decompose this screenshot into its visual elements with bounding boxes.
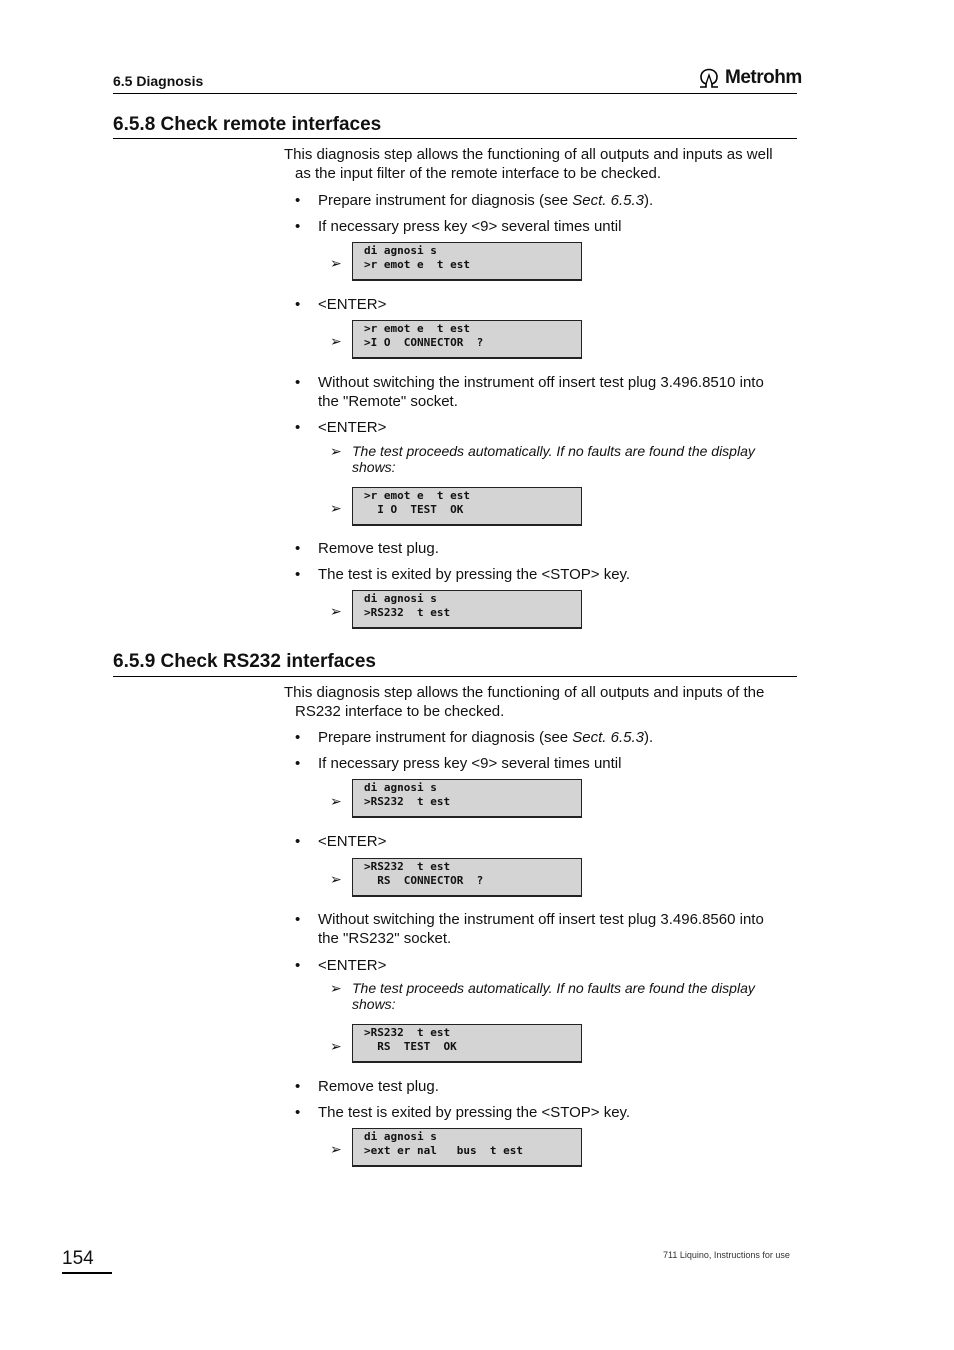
lcd-display: di agnosi s >r emot e t est [352, 242, 582, 281]
list-item-text: Prepare instrument for diagnosis (see Sect. 6.5.3). [318, 192, 654, 209]
lcd-display: >r emot e t est >I O CONNECTOR ? [352, 320, 582, 359]
section-rule [113, 676, 797, 677]
bullet-icon: • [295, 540, 301, 557]
bullet-icon: • [295, 755, 301, 772]
lcd-display: di agnosi s >ext er nal bus t est [352, 1128, 582, 1167]
arrow-icon: ➢ [330, 333, 342, 349]
arrow-icon: ➢ [330, 255, 342, 271]
intro-line-2: as the input filter of the remote interface to be checked. [295, 165, 662, 182]
page-number-rule [62, 1272, 112, 1274]
list-item-text: <ENTER> [318, 833, 387, 850]
bullet-icon: • [295, 374, 301, 391]
bullet-icon: • [295, 419, 301, 436]
list-item-text: If necessary press key <9> several times until [318, 755, 622, 772]
list-item-text: Without switching the instrument off insert test plug 3.496.8510 into the "Remote" socket. [318, 374, 764, 410]
arrow-icon: ➢ [330, 443, 342, 459]
list-item-text: The test is exited by pressing the <STOP> key. [318, 566, 631, 583]
list-item-text: Prepare instrument for diagnosis (see Sect. 6.5.3). [318, 729, 654, 746]
running-header: 6.5 Diagnosis [113, 73, 204, 89]
note-text: The test proceeds automatically. If no faults are found the display shows: [352, 980, 755, 1012]
intro-paragraph [284, 145, 796, 183]
bullet-icon: • [295, 1078, 301, 1095]
list-item-text: The test is exited by pressing the <STOP> key. [318, 1104, 631, 1121]
arrow-icon: ➢ [330, 871, 342, 887]
list-item-text: Without switching the instrument off insert test plug 3.496.8560 into the "RS232" socket. [318, 911, 764, 947]
arrow-icon: ➢ [330, 603, 342, 619]
lcd-display: di agnosi s >RS232 t est [352, 779, 582, 818]
list-item-text: Remove test plug. [318, 1078, 439, 1095]
list-item-text: <ENTER> [318, 957, 387, 974]
bullet-icon: • [295, 911, 301, 928]
list-item-text: Remove test plug. [318, 540, 439, 557]
omega-logo-icon [697, 67, 721, 89]
lcd-display: >RS232 t est RS CONNECTOR ? [352, 858, 582, 897]
footer-doc-title: 711 Liquino, Instructions for use [663, 1250, 790, 1260]
lcd-display: >r emot e t est I O TEST OK [352, 487, 582, 526]
arrow-icon: ➢ [330, 1141, 342, 1157]
note-text: The test proceeds automatically. If no faults are found the display shows: [352, 443, 755, 475]
bullet-icon: • [295, 566, 301, 583]
bullet-icon: • [295, 296, 301, 313]
arrow-icon: ➢ [330, 1038, 342, 1054]
list-item-text: <ENTER> [318, 296, 387, 313]
lcd-display: di agnosi s >RS232 t est [352, 590, 582, 629]
arrow-icon: ➢ [330, 793, 342, 809]
section-title-rs232: 6.5.9 Check RS232 interfaces [113, 651, 376, 672]
lcd-display: >RS232 t est RS TEST OK [352, 1024, 582, 1063]
bullet-icon: • [295, 1104, 301, 1121]
bullet-icon: • [295, 218, 301, 235]
bullet-icon: • [295, 192, 301, 209]
header-rule [113, 93, 797, 94]
bullet-icon: • [295, 957, 301, 974]
bullet-icon: • [295, 833, 301, 850]
arrow-icon: ➢ [330, 980, 342, 996]
metrohm-logo [697, 66, 802, 90]
list-item-text: If necessary press key <9> several times until [318, 218, 622, 235]
intro-line-1: This diagnosis step allows the functioning of all outputs and inputs of the [284, 684, 765, 701]
arrow-icon: ➢ [330, 500, 342, 516]
intro-paragraph [284, 683, 796, 721]
intro-line-1: This diagnosis step allows the functioning of all outputs and inputs as well [284, 146, 773, 163]
intro-line-2: RS232 interface to be checked. [295, 703, 505, 720]
list-item-text: <ENTER> [318, 419, 387, 436]
section-title-remote: 6.5.8 Check remote interfaces [113, 114, 382, 135]
bullet-icon: • [295, 729, 301, 746]
section-rule [113, 138, 797, 139]
page-number: 154 [62, 1248, 94, 1269]
logo-wordmark: Metrohm [725, 67, 802, 88]
